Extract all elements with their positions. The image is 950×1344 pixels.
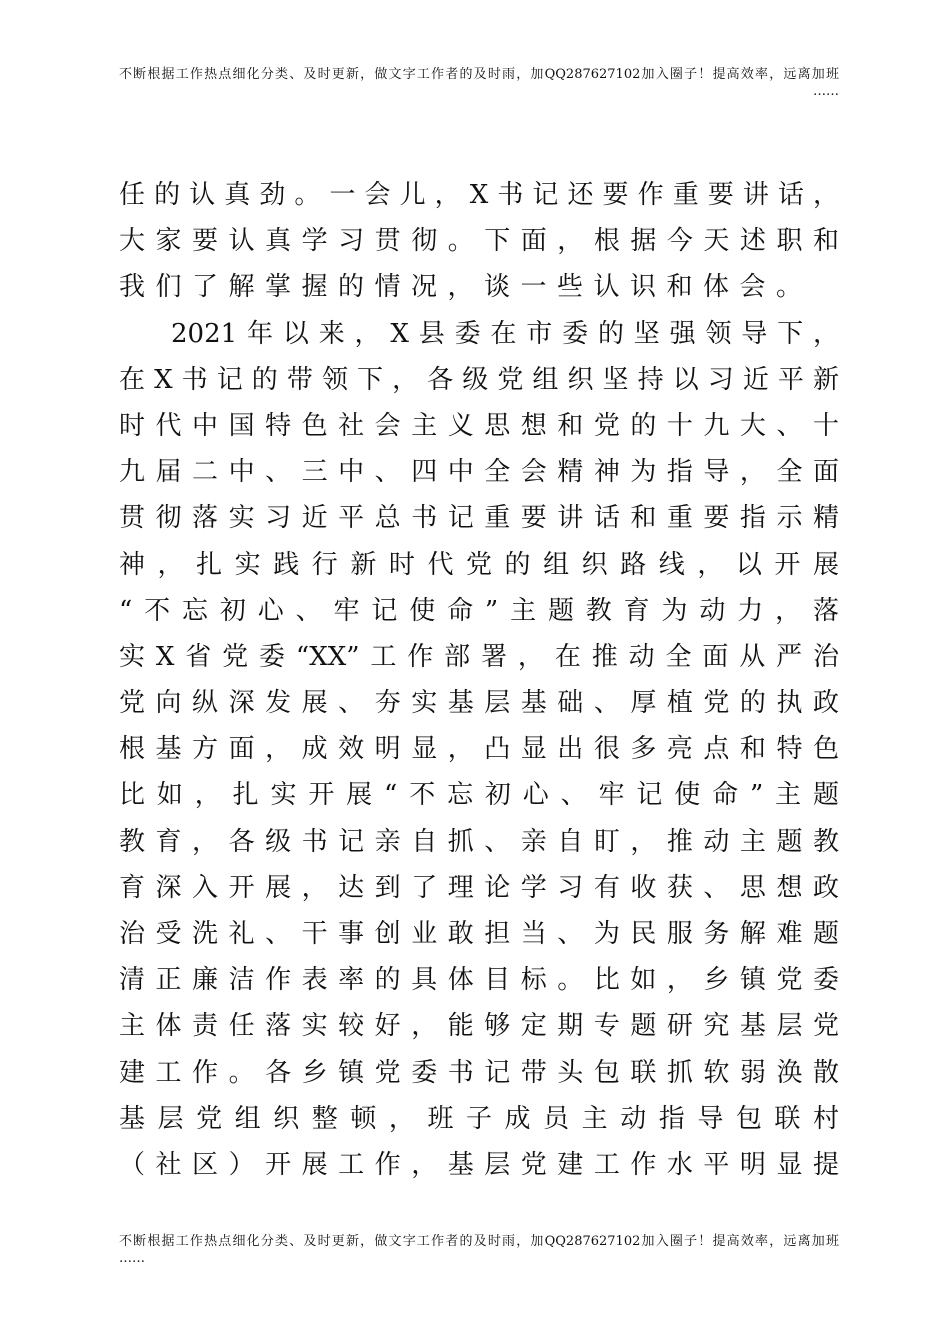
body-line-1: 任的认真劲。一会儿，X书记还要作重要讲话， — [119, 180, 839, 210]
body-line-17: 治受洗礼、干事创业敢担当、为民服务解难题 — [119, 919, 839, 949]
body-line-21: 基层党组织整顿，班子成员主动指导包联村 — [119, 1103, 839, 1134]
body-line-6: 时代中国特色社会主义思想和党的十九大、十 — [119, 410, 839, 441]
header-note-text: 不断根据工作热点细化分类、及时更新，做文字工作者的及时雨，加QQ287627102加入圈子！提高效率，远离加班 — [119, 67, 839, 82]
body-line-4: 2021年以来，X县委在市委的坚强领导下， — [171, 318, 839, 349]
body-line-14: 比如，扎实开展“不忘初心、牢记使命”主题 — [119, 780, 839, 811]
body-line-16: 育深入开展，达到了理论学习有收获、思想政 — [119, 872, 839, 903]
body-line-3: 我们了解掌握的情况，谈一些认识和体会。 — [119, 272, 813, 303]
body-line-20: 建工作。各乡镇党委书记带头包联抓软弱涣散 — [119, 1057, 839, 1088]
body-line-5: 在X书记的带领下，各级党组织坚持以习近平新 — [119, 364, 839, 395]
header-note-ellipsis: …… — [813, 84, 839, 99]
body-line-12: 党向纵深发展、夯实基层基础、厚植党的执政 — [119, 688, 839, 719]
body-line-19: 主体责任落实较好，能够定期专题研究基层党 — [119, 1011, 839, 1042]
footer-note-text: 不断根据工作热点细化分类、及时更新，做文字工作者的及时雨，加QQ287627102加入圈子！提高效率，远离加班 — [119, 1234, 839, 1249]
document-body — [119, 172, 839, 1188]
body-line-8: 贯彻落实习近平总书记重要讲话和重要指示精 — [119, 503, 839, 534]
body-line-13: 根基方面，成效明显，凸显出很多亮点和特色 — [119, 734, 839, 765]
body-line-11: 实X省党委“XX”工作部署，在推动全面从严治 — [119, 641, 839, 672]
body-line-2: 大家要认真学习贯彻。下面，根据今天述职和 — [119, 226, 839, 257]
body-line-10: “不忘初心、牢记使命”主题教育为动力，落 — [119, 595, 839, 626]
body-line-18: 清正廉洁作表率的具体目标。比如，乡镇党委 — [119, 965, 839, 996]
page-header-note — [119, 66, 839, 100]
footer-note-ellipsis: …… — [119, 1251, 145, 1266]
body-line-22: （社区）开展工作，基层党建工作水平明显提 — [119, 1149, 839, 1180]
body-line-15: 教育，各级书记亲自抓、亲自盯，推动主题教 — [119, 826, 839, 857]
body-line-9: 神，扎实践行新时代党的组织路线，以开展 — [119, 549, 839, 580]
page-footer-note — [119, 1233, 839, 1267]
body-line-7: 九届二中、三中、四中全会精神为指导，全面 — [119, 457, 839, 488]
